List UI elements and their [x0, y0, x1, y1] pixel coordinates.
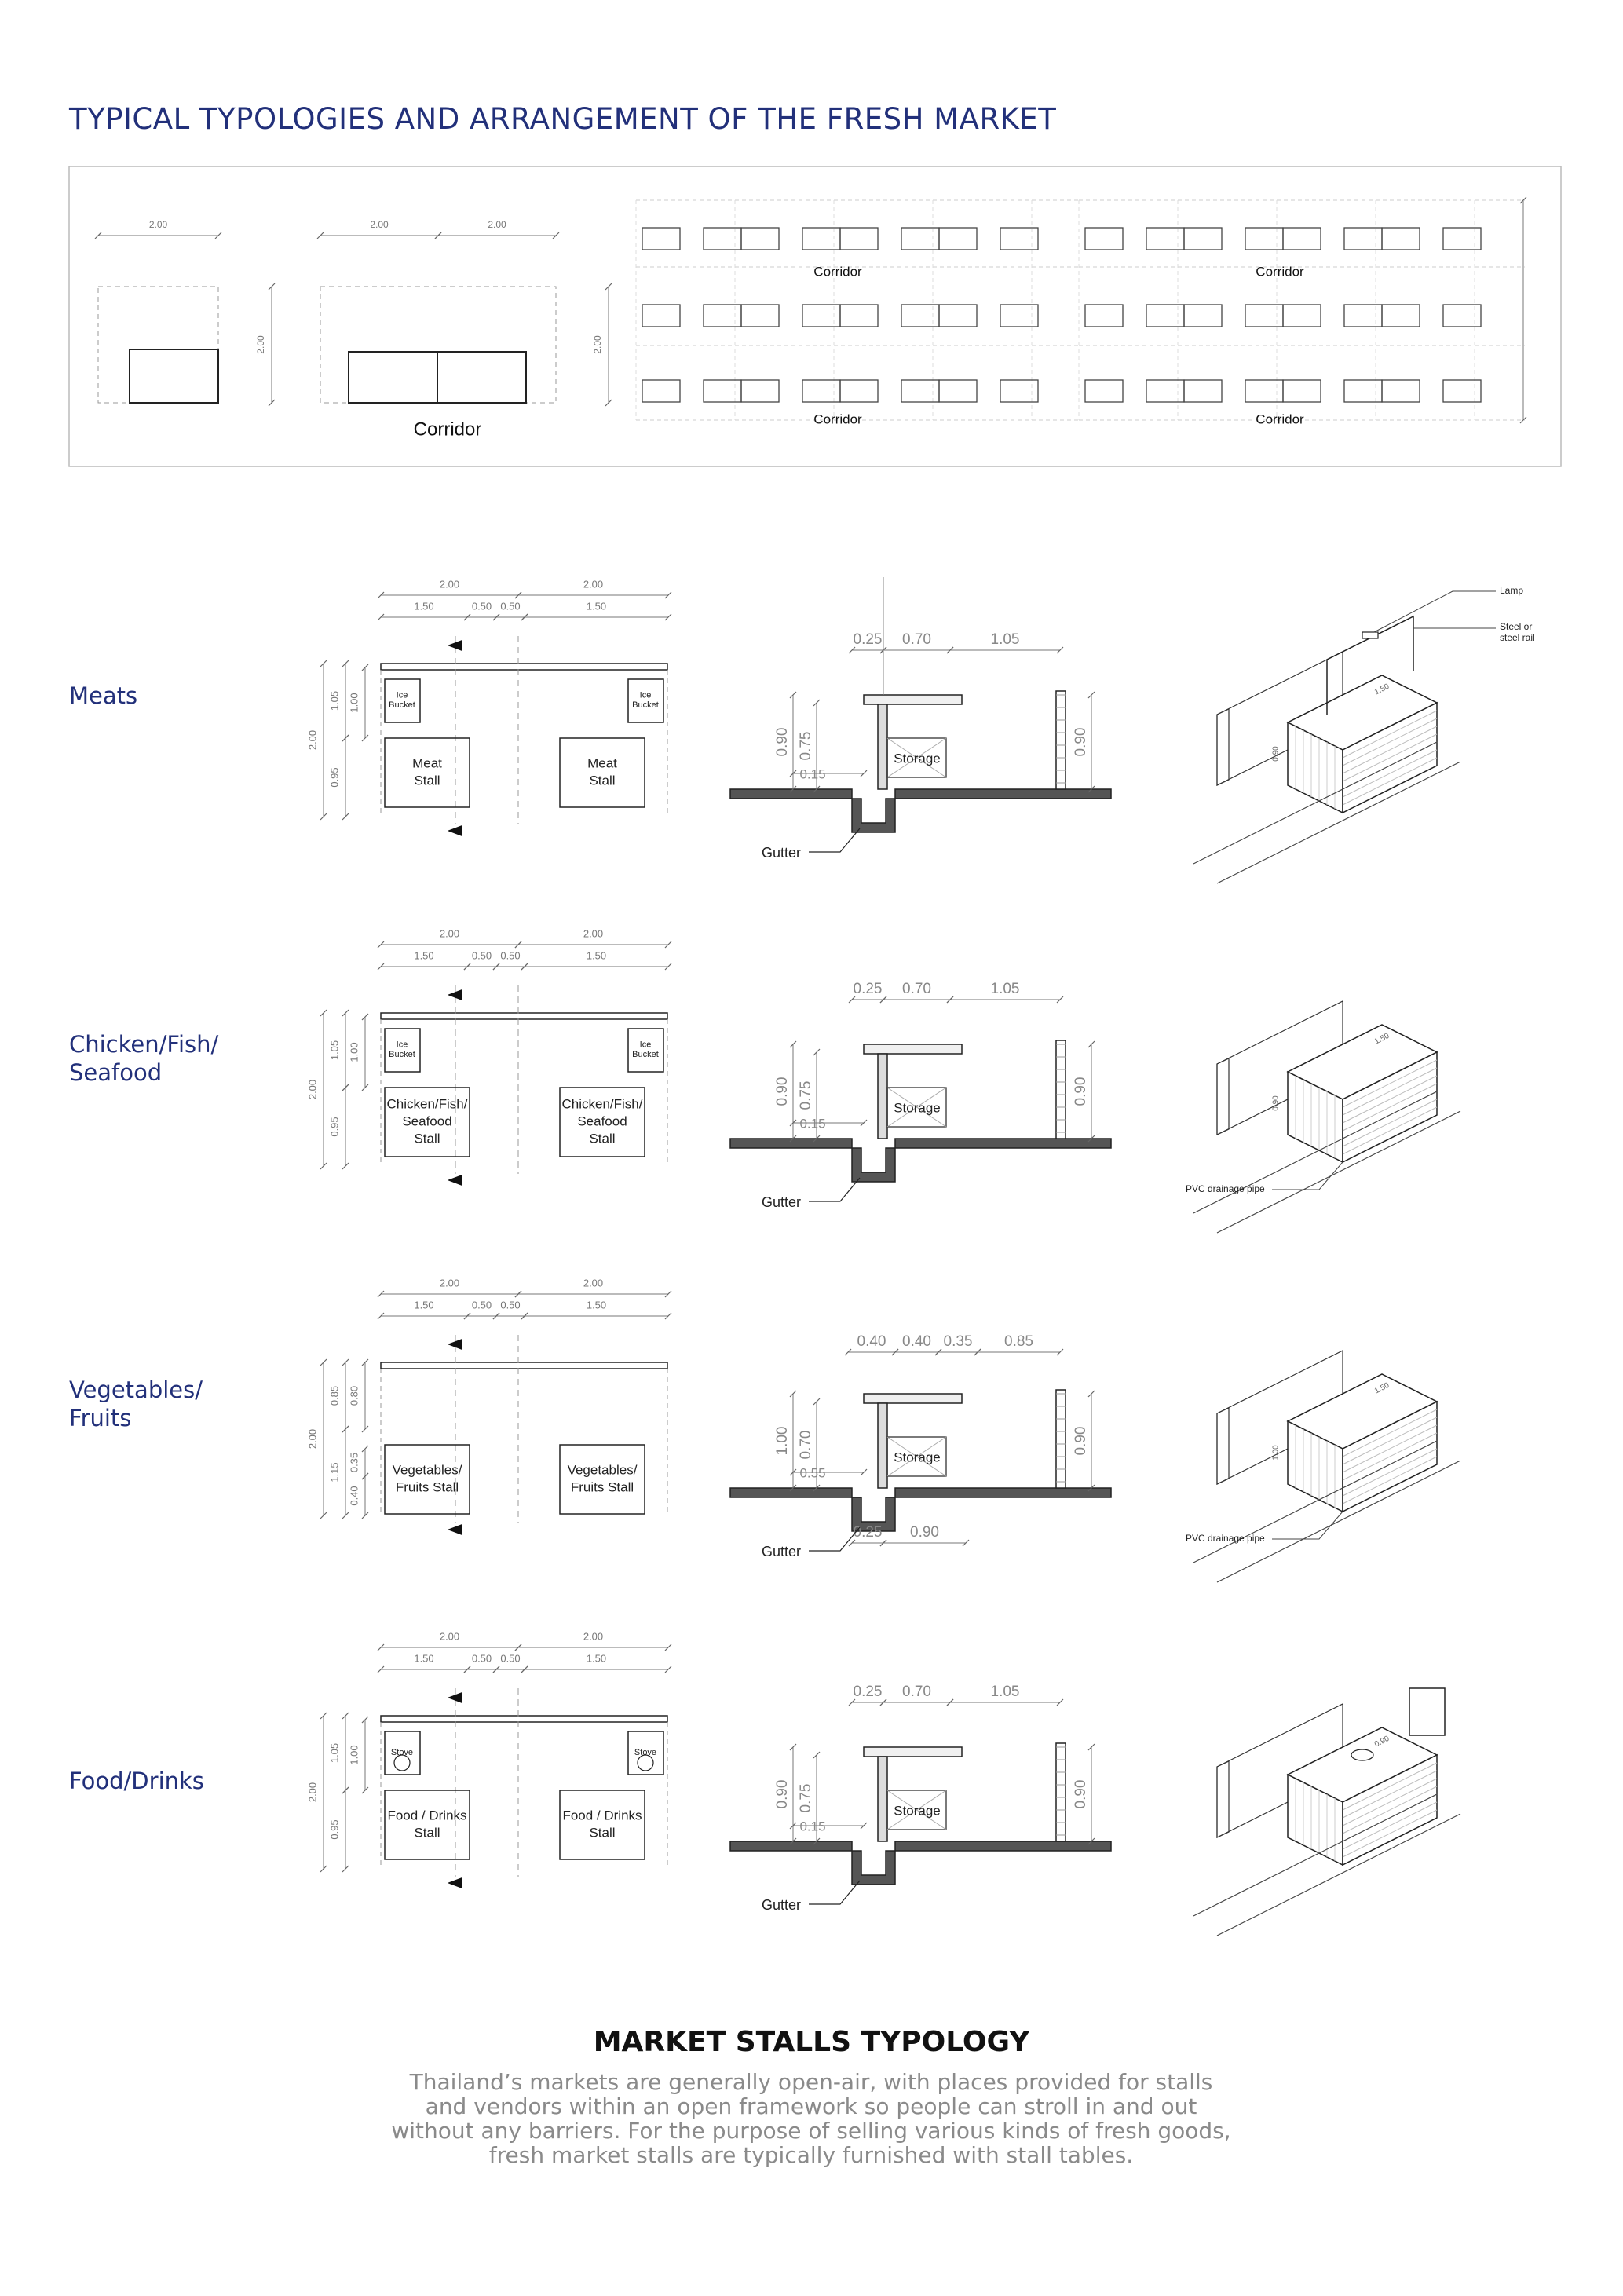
dimension-label: 0.50 — [471, 1652, 492, 1665]
dimension-label: 0.75 — [798, 731, 815, 761]
section-wall — [1056, 691, 1066, 789]
dimension-label: 2.00 — [148, 219, 168, 231]
category-label-chicken-fish-seafood: Chicken/Fish/ Seafood — [69, 1031, 219, 1086]
stall-table — [1245, 228, 1283, 250]
stall-table — [704, 305, 741, 327]
dimension-label: 1.50 — [1373, 1031, 1391, 1047]
section-wall — [1056, 1743, 1066, 1841]
stove-burner — [394, 1755, 410, 1771]
stall-table — [1146, 305, 1184, 327]
stall-block-label: Chicken/Fish/ — [386, 1096, 468, 1112]
dimension-label: 0.75 — [798, 1080, 815, 1110]
stall-block-label: Stall — [414, 773, 440, 788]
section-marker — [449, 826, 462, 835]
counter-slab — [864, 1394, 962, 1403]
stall-table — [437, 352, 526, 403]
dimension-label: 1.50 — [414, 1299, 434, 1311]
dimension-label: 1.05 — [328, 1040, 341, 1061]
stall-item-label: Stove — [634, 1747, 657, 1757]
dimension-label: 1.05 — [990, 1684, 1020, 1701]
stall-table — [741, 305, 779, 327]
dimension-label: 1.05 — [328, 1742, 341, 1764]
dimension-label: 0.90 — [774, 1077, 791, 1106]
dimension-label: 2.00 — [583, 1630, 604, 1643]
dimension-label: 1.15 — [328, 1462, 341, 1483]
stall-table — [901, 380, 939, 402]
section-marker — [449, 1878, 462, 1888]
dimension-label: 0.40 — [902, 1333, 931, 1351]
dimension-label: 2.00 — [306, 729, 319, 751]
stall-item-label: Ice — [396, 690, 408, 700]
stall-item-label: Ice — [396, 1040, 408, 1050]
dimension-label: 0.80 — [348, 1385, 360, 1406]
dimension-label: 2.00 — [583, 927, 604, 940]
dimension-label: 0.25 — [853, 981, 883, 998]
dimension-label: 0.95 — [328, 767, 341, 788]
dimension-label: 1.00 — [348, 1745, 360, 1765]
dimension-label: 1.00 — [348, 693, 360, 713]
stall-item-label: Ice — [639, 690, 652, 700]
counter-support — [878, 1403, 887, 1488]
dimension-label: 2.00 — [592, 335, 604, 354]
section-wall — [1056, 1040, 1066, 1139]
stall-table — [939, 305, 977, 327]
dimension-label: 2.00 — [306, 1782, 319, 1803]
callout-leader — [1272, 1162, 1343, 1190]
dimension-label: 0.50 — [471, 949, 492, 962]
counter-support — [878, 1054, 887, 1139]
dimension-label: 0.90 — [910, 1524, 939, 1541]
corridor-label: Corridor — [813, 264, 862, 280]
dimension-label: 1.00 — [774, 1426, 791, 1456]
stall-block-label: Seafood — [577, 1113, 627, 1129]
stall-table — [642, 380, 680, 402]
storage-label: Storage — [894, 1100, 941, 1116]
stall-table — [1443, 228, 1481, 250]
stall-table — [802, 228, 840, 250]
dimension-label: 1.50 — [586, 600, 607, 612]
stall-table — [901, 228, 939, 250]
dimension-label: 2.00 — [439, 1277, 460, 1289]
dimension-label: 0.75 — [798, 1783, 815, 1813]
footer-line: without any barriers. For the purpose of selling various kinds of fresh goods, — [391, 2118, 1231, 2144]
stall-table — [1184, 305, 1222, 327]
dimension-label: 1.50 — [586, 1652, 607, 1665]
dimension-label: 0.55 — [799, 1465, 826, 1481]
stall-table — [1245, 380, 1283, 402]
corridor-label: Corridor — [1256, 411, 1304, 427]
dimension-label: 1.50 — [586, 949, 607, 962]
callout-leader — [1374, 591, 1496, 632]
stall-table — [1184, 228, 1222, 250]
callout-label: PVC drainage pipe — [1186, 1183, 1265, 1195]
stall-zone — [98, 287, 218, 403]
dimension-label: 2.00 — [583, 578, 604, 590]
stall-table — [1344, 228, 1382, 250]
counter-slab — [864, 1747, 962, 1757]
stall-table — [1382, 228, 1420, 250]
dimension-label: 2.00 — [439, 578, 460, 590]
footer-description — [379, 2070, 1243, 2167]
storage-label: Storage — [894, 1450, 941, 1465]
dimension-label: 2.00 — [583, 1277, 604, 1289]
stall-table — [704, 380, 741, 402]
stall-table — [1283, 228, 1321, 250]
dimension-label: 0.90 — [1373, 1734, 1391, 1749]
dimension-label: 0.25 — [853, 631, 883, 649]
callout-label: Steel or — [1500, 621, 1533, 633]
footer-line: Thailand’s markets are generally open-air, with places provided for stalls — [409, 2069, 1213, 2095]
stall-table — [1085, 305, 1123, 327]
dimension-label: 0.40 — [348, 1486, 360, 1506]
stall-item-label: Bucket — [389, 700, 415, 711]
gutter-label: Gutter — [761, 1543, 802, 1559]
dimension-label: 1.50 — [414, 600, 434, 612]
footer-title: MARKET STALLS TYPOLOGY — [593, 2026, 1030, 2058]
dimension-label: 1.50 — [414, 1652, 434, 1665]
dimension-label: 1.50 — [414, 949, 434, 962]
stall-block-label: Fruits Stall — [570, 1479, 634, 1495]
stove-burner — [638, 1755, 653, 1771]
counter-top — [381, 664, 667, 670]
stall-item-label: Stove — [390, 1747, 414, 1757]
dimension-label: 0.85 — [1004, 1333, 1033, 1351]
dimension-label: 0.70 — [902, 981, 931, 998]
corridor-label: Corridor — [1256, 264, 1304, 280]
dimension-label: 0.50 — [471, 1299, 492, 1311]
counter-slab — [864, 1044, 962, 1054]
dimension-label: 2.00 — [439, 927, 460, 940]
stall-block-label: Meat — [412, 755, 442, 771]
stall-block-label: Vegetables/ — [567, 1462, 638, 1478]
stall-table — [1146, 228, 1184, 250]
stall-table — [349, 352, 437, 403]
dimension-label: 0.50 — [471, 600, 492, 612]
stall-item-label: Bucket — [632, 700, 659, 711]
stall-table — [642, 228, 680, 250]
storage-label: Storage — [894, 751, 941, 766]
iso-back-wall-edge — [1217, 1408, 1229, 1484]
stall-item-label: Bucket — [632, 1050, 659, 1060]
dimension-label: 1.50 — [1373, 682, 1391, 697]
stall-block-label: Meat — [587, 755, 617, 771]
stall-block-label: Stall — [414, 1825, 440, 1841]
stall-table — [802, 380, 840, 402]
stall-block-label: Stall — [414, 1131, 440, 1146]
stall-table — [1283, 305, 1321, 327]
dimension-label: 0.70 — [902, 631, 931, 649]
callout-leader — [1272, 1512, 1343, 1539]
stall-item-label: Bucket — [389, 1050, 415, 1060]
stall-block-label: Food / Drinks — [562, 1808, 642, 1823]
counter-slab — [864, 695, 962, 704]
dimension-label: 0.70 — [798, 1430, 815, 1460]
dimension-label: 0.90 — [774, 1779, 791, 1809]
section-ground — [730, 1139, 1111, 1182]
dimension-label: 0.50 — [500, 1652, 521, 1665]
dimension-label: 1.50 — [1373, 1380, 1391, 1396]
stall-table — [1000, 305, 1038, 327]
dimension-label: 1.05 — [328, 690, 341, 711]
dimension-label: 2.00 — [439, 1630, 460, 1643]
stall-table — [840, 305, 878, 327]
gutter-label: Gutter — [761, 844, 802, 861]
section-marker — [449, 1525, 462, 1534]
stall-table — [1000, 380, 1038, 402]
page-title: TYPICAL TYPOLOGIES AND ARRANGEMENT OF THE FRESH MARKET — [69, 102, 1057, 136]
dimension-label: 2.00 — [370, 219, 389, 231]
stall-table — [1184, 380, 1222, 402]
dimension-label: 0.90 — [1073, 1426, 1090, 1456]
dimension-label: 0.50 — [500, 949, 521, 962]
dimension-label: 0.95 — [328, 1819, 341, 1840]
counter-support — [878, 1757, 887, 1841]
stall-table — [1443, 380, 1481, 402]
dimension-label: 0.95 — [328, 1117, 341, 1137]
stall-block-label: Stall — [589, 1825, 616, 1841]
section-wall — [1056, 1390, 1066, 1488]
gutter-label: Gutter — [761, 1194, 802, 1210]
dimension-label: 0.40 — [857, 1333, 886, 1351]
counter-support — [878, 704, 887, 789]
dimension-label: 0.50 — [500, 1299, 521, 1311]
counter-top — [381, 1716, 667, 1722]
category-label-vegetables-fruits: Vegetables/ Fruits — [69, 1377, 203, 1431]
footer-line: fresh market stalls are typically furnished with stall tables. — [488, 2142, 1134, 2168]
dimension-label: 0.15 — [799, 1116, 826, 1132]
dimension-label: 0.90 — [1073, 1779, 1090, 1809]
dimension-label: 0.25 — [853, 1684, 883, 1701]
dimension-label: 0.90 — [1073, 727, 1090, 757]
stall-item-label: Ice — [639, 1040, 652, 1050]
dimension-label: 0.15 — [799, 1819, 826, 1834]
stall-block-label: Chicken/Fish/ — [561, 1096, 643, 1112]
section-ground — [730, 789, 1111, 832]
iso-shelf — [1409, 1688, 1445, 1735]
dimension-label: 0.90 — [1073, 1077, 1090, 1106]
dimension-label: 0.90 — [774, 727, 791, 757]
storage-label: Storage — [894, 1803, 941, 1819]
corridor-label: Corridor — [413, 419, 482, 441]
dimension-label: 0.90 — [1271, 746, 1281, 762]
dimension-label: 2.00 — [488, 219, 506, 231]
stall-table — [130, 349, 218, 403]
dimension-label: 1.05 — [990, 981, 1020, 998]
stall-block-label: Stall — [589, 773, 616, 788]
stall-table — [939, 380, 977, 402]
dimension-label: 0.25 — [853, 1524, 883, 1541]
dimension-label: 1.05 — [990, 631, 1020, 649]
dimension-label: 0.15 — [799, 766, 826, 782]
stall-table — [1085, 380, 1123, 402]
stall-table — [1382, 305, 1420, 327]
callout-label: PVC drainage pipe — [1186, 1533, 1265, 1545]
category-label-meats: Meats — [69, 682, 138, 709]
dimension-label: 2.00 — [306, 1079, 319, 1100]
dimension-label: 1.00 — [348, 1042, 360, 1062]
stall-block-label: Vegetables/ — [392, 1462, 462, 1478]
stall-table — [1344, 380, 1382, 402]
stall-table — [1344, 305, 1382, 327]
iso-lamp — [1362, 632, 1378, 638]
stall-block-label: Seafood — [402, 1113, 452, 1129]
corridor-label: Corridor — [813, 411, 862, 427]
category-label-food-drinks: Food/Drinks — [69, 1768, 204, 1794]
stall-block-label: Food / Drinks — [387, 1808, 467, 1823]
dimension-label: 0.50 — [500, 600, 521, 612]
stall-block-label: Stall — [589, 1131, 616, 1146]
stall-table — [704, 228, 741, 250]
dimension-label: 0.85 — [328, 1385, 341, 1406]
stall-table — [901, 305, 939, 327]
dimension-label: 2.00 — [255, 335, 267, 354]
dimension-label: 0.70 — [902, 1684, 931, 1701]
stall-table — [1000, 228, 1038, 250]
dimension-label: 1.00 — [1271, 1445, 1281, 1461]
stall-table — [840, 228, 878, 250]
gutter-label: Gutter — [761, 1896, 802, 1913]
stall-table — [741, 228, 779, 250]
stall-table — [802, 305, 840, 327]
stall-table — [642, 305, 680, 327]
stall-table — [939, 228, 977, 250]
counter-top — [381, 1362, 667, 1369]
callout-label: Lamp — [1500, 585, 1524, 597]
callout-label: steel rail — [1500, 632, 1535, 644]
stall-table — [840, 380, 878, 402]
iso-back-wall-edge — [1217, 1058, 1229, 1135]
footer-line: and vendors within an open framework so people can stroll in and out — [425, 2093, 1197, 2119]
iso-back-wall-edge — [1217, 1761, 1229, 1837]
dimension-label: 1.50 — [586, 1299, 607, 1311]
stall-table — [1085, 228, 1123, 250]
stall-table — [1146, 380, 1184, 402]
dimension-label: 2.00 — [306, 1428, 319, 1450]
stall-table — [1245, 305, 1283, 327]
section-marker — [449, 1175, 462, 1185]
dimension-label: 0.90 — [1271, 1095, 1281, 1111]
counter-top — [381, 1013, 667, 1019]
iso-back-wall-edge — [1217, 709, 1229, 785]
stall-block-label: Fruits Stall — [395, 1479, 459, 1495]
stall-table — [1382, 380, 1420, 402]
section-ground — [730, 1841, 1111, 1885]
dimension-label: 0.35 — [348, 1452, 360, 1473]
stall-table — [741, 380, 779, 402]
stall-table — [1443, 305, 1481, 327]
dimension-label: 0.35 — [943, 1333, 973, 1351]
stall-table — [1283, 380, 1321, 402]
